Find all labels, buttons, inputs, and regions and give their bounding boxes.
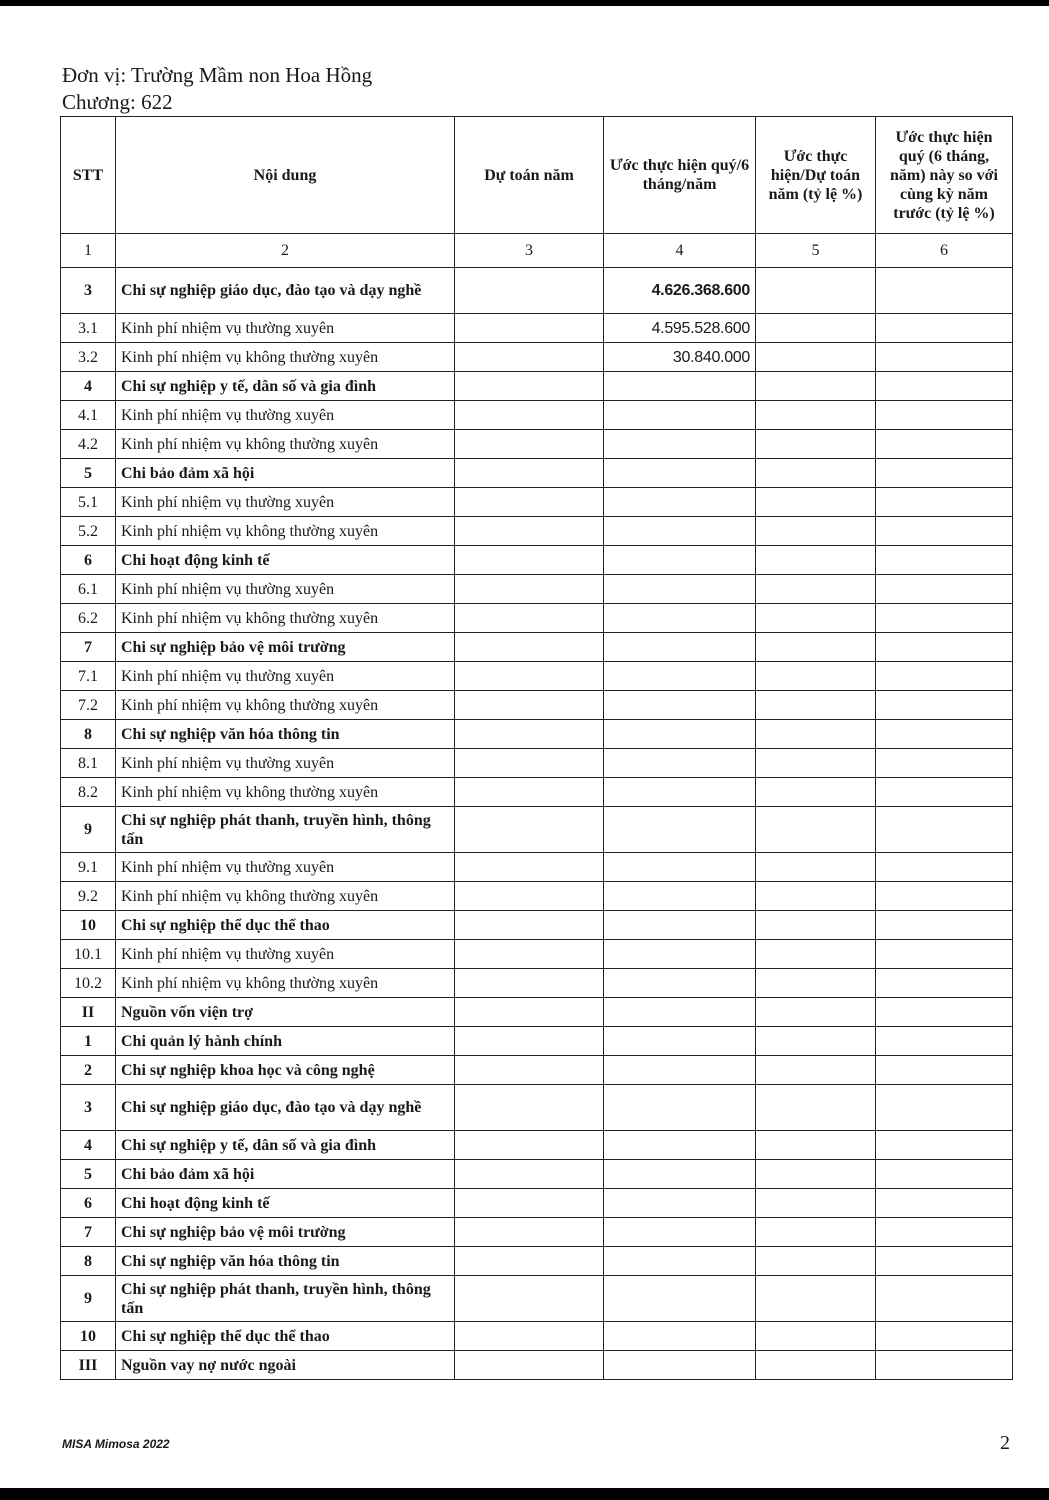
row-annual-estimate bbox=[455, 517, 604, 546]
page-number: 2 bbox=[1000, 1432, 1010, 1454]
row-execution-ratio bbox=[756, 691, 876, 720]
table-row bbox=[61, 1027, 1013, 1056]
row-annual-estimate bbox=[455, 882, 604, 911]
row-estimated-execution bbox=[604, 633, 756, 662]
bottom-edge-bar bbox=[0, 1488, 1049, 1500]
row-execution-ratio bbox=[756, 720, 876, 749]
row-execution-ratio bbox=[756, 1085, 876, 1131]
row-content: Kinh phí nhiệm vụ thường xuyên bbox=[116, 401, 455, 430]
row-annual-estimate bbox=[455, 1322, 604, 1351]
row-estimated-execution bbox=[604, 1131, 756, 1160]
row-stt: II bbox=[61, 998, 116, 1027]
row-stt: 8 bbox=[61, 720, 116, 749]
row-stt: 3.1 bbox=[61, 314, 116, 343]
table-row bbox=[61, 882, 1013, 911]
row-yoy-ratio bbox=[876, 882, 1013, 911]
row-stt: 7.2 bbox=[61, 691, 116, 720]
row-estimated-execution bbox=[604, 1056, 756, 1085]
row-execution-ratio bbox=[756, 1160, 876, 1189]
row-estimated-execution bbox=[604, 517, 756, 546]
row-execution-ratio bbox=[756, 778, 876, 807]
software-label: MISA Mimosa 2022 bbox=[62, 1437, 170, 1451]
table-row bbox=[61, 517, 1013, 546]
chapter-line: Chương: 622 bbox=[62, 90, 173, 114]
row-yoy-ratio bbox=[876, 401, 1013, 430]
row-annual-estimate bbox=[455, 1160, 604, 1189]
row-yoy-ratio bbox=[876, 691, 1013, 720]
row-content: Chi bảo đảm xã hội bbox=[116, 459, 455, 488]
row-yoy-ratio bbox=[876, 1218, 1013, 1247]
table-body bbox=[61, 268, 1013, 1380]
table-row bbox=[61, 1351, 1013, 1380]
row-estimated-execution bbox=[604, 401, 756, 430]
row-stt: 7 bbox=[61, 633, 116, 662]
row-estimated-execution bbox=[604, 488, 756, 517]
column-number: 5 bbox=[756, 234, 876, 268]
row-content: Chi sự nghiệp thể dục thể thao bbox=[116, 1322, 455, 1351]
row-execution-ratio bbox=[756, 998, 876, 1027]
row-content: Kinh phí nhiệm vụ không thường xuyên bbox=[116, 969, 455, 998]
row-yoy-ratio bbox=[876, 1085, 1013, 1131]
column-number: 2 bbox=[116, 234, 455, 268]
row-execution-ratio bbox=[756, 1027, 876, 1056]
table-row bbox=[61, 778, 1013, 807]
row-estimated-execution bbox=[604, 691, 756, 720]
row-yoy-ratio bbox=[876, 575, 1013, 604]
row-content: Chi sự nghiệp văn hóa thông tin bbox=[116, 1247, 455, 1276]
row-annual-estimate bbox=[455, 575, 604, 604]
column-number: 6 bbox=[876, 234, 1013, 268]
row-yoy-ratio bbox=[876, 720, 1013, 749]
row-estimated-execution bbox=[604, 1218, 756, 1247]
row-content: Kinh phí nhiệm vụ không thường xuyên bbox=[116, 343, 455, 372]
unit-line: Đơn vị: Trường Mầm non Hoa Hồng bbox=[62, 63, 373, 87]
row-execution-ratio bbox=[756, 882, 876, 911]
row-execution-ratio bbox=[756, 1189, 876, 1218]
row-yoy-ratio bbox=[876, 546, 1013, 575]
row-estimated-execution bbox=[604, 778, 756, 807]
row-stt: 1 bbox=[61, 1027, 116, 1056]
row-content: Chi sự nghiệp giáo dục, đào tạo và dạy nghề bbox=[116, 1085, 455, 1131]
row-stt: 6 bbox=[61, 1189, 116, 1218]
row-annual-estimate bbox=[455, 546, 604, 575]
column-number: 4 bbox=[604, 234, 756, 268]
row-content: Kinh phí nhiệm vụ không thường xuyên bbox=[116, 517, 455, 546]
row-execution-ratio bbox=[756, 517, 876, 546]
table-row bbox=[61, 969, 1013, 998]
row-estimated-execution bbox=[604, 720, 756, 749]
table-row bbox=[61, 314, 1013, 343]
row-yoy-ratio bbox=[876, 1276, 1013, 1322]
row-stt: 4.2 bbox=[61, 430, 116, 459]
row-stt: 4 bbox=[61, 1131, 116, 1160]
row-execution-ratio bbox=[756, 1056, 876, 1085]
row-stt: 8.2 bbox=[61, 778, 116, 807]
table-row bbox=[61, 940, 1013, 969]
row-yoy-ratio bbox=[876, 459, 1013, 488]
row-annual-estimate bbox=[455, 1189, 604, 1218]
row-annual-estimate bbox=[455, 343, 604, 372]
row-annual-estimate bbox=[455, 1247, 604, 1276]
row-annual-estimate bbox=[455, 488, 604, 517]
row-content: Chi sự nghiệp giáo dục, đào tạo và dạy nghề bbox=[116, 268, 455, 314]
table-row bbox=[61, 1056, 1013, 1085]
table-row bbox=[61, 546, 1013, 575]
row-stt: 5 bbox=[61, 1160, 116, 1189]
row-estimated-execution bbox=[604, 969, 756, 998]
row-yoy-ratio bbox=[876, 749, 1013, 778]
table-row bbox=[61, 749, 1013, 778]
row-stt: 5.1 bbox=[61, 488, 116, 517]
row-estimated-execution bbox=[604, 662, 756, 691]
table-row bbox=[61, 807, 1013, 853]
row-annual-estimate bbox=[455, 853, 604, 882]
row-stt: 4 bbox=[61, 372, 116, 401]
row-annual-estimate bbox=[455, 314, 604, 343]
row-content: Chi sự nghiệp phát thanh, truyền hình, thông tấn bbox=[116, 807, 455, 853]
row-stt: 3 bbox=[61, 1085, 116, 1131]
row-estimated-execution bbox=[604, 1085, 756, 1131]
table-row bbox=[61, 1160, 1013, 1189]
row-execution-ratio bbox=[756, 1322, 876, 1351]
row-execution-ratio bbox=[756, 911, 876, 940]
row-yoy-ratio bbox=[876, 343, 1013, 372]
row-stt: 9 bbox=[61, 807, 116, 853]
header-execution-ratio: Ước thực hiện/Dự toán năm (tỷ lệ %) bbox=[756, 117, 876, 234]
row-content: Chi bảo đảm xã hội bbox=[116, 1160, 455, 1189]
table-row bbox=[61, 1322, 1013, 1351]
row-execution-ratio bbox=[756, 343, 876, 372]
row-estimated-execution bbox=[604, 1276, 756, 1322]
row-execution-ratio bbox=[756, 604, 876, 633]
table-row bbox=[61, 1276, 1013, 1322]
row-content: Chi sự nghiệp phát thanh, truyền hình, thông tấn bbox=[116, 1276, 455, 1322]
row-content: Kinh phí nhiệm vụ thường xuyên bbox=[116, 940, 455, 969]
row-estimated-execution bbox=[604, 459, 756, 488]
table-row bbox=[61, 604, 1013, 633]
table-row bbox=[61, 662, 1013, 691]
row-yoy-ratio bbox=[876, 1160, 1013, 1189]
row-annual-estimate bbox=[455, 1351, 604, 1380]
table-row bbox=[61, 372, 1013, 401]
row-content: Chi sự nghiệp văn hóa thông tin bbox=[116, 720, 455, 749]
row-execution-ratio bbox=[756, 969, 876, 998]
row-estimated-execution bbox=[604, 1189, 756, 1218]
row-content: Kinh phí nhiệm vụ thường xuyên bbox=[116, 314, 455, 343]
row-stt: 3 bbox=[61, 268, 116, 314]
column-number-row bbox=[61, 234, 1013, 268]
row-execution-ratio bbox=[756, 430, 876, 459]
row-execution-ratio bbox=[756, 749, 876, 778]
table-row bbox=[61, 459, 1013, 488]
row-estimated-execution bbox=[604, 882, 756, 911]
row-stt: 9.1 bbox=[61, 853, 116, 882]
table-row bbox=[61, 1218, 1013, 1247]
row-stt: 9.2 bbox=[61, 882, 116, 911]
row-annual-estimate bbox=[455, 778, 604, 807]
row-estimated-execution bbox=[604, 807, 756, 853]
row-estimated-execution bbox=[604, 1351, 756, 1380]
row-content: Chi quản lý hành chính bbox=[116, 1027, 455, 1056]
row-execution-ratio bbox=[756, 807, 876, 853]
row-yoy-ratio bbox=[876, 1247, 1013, 1276]
row-yoy-ratio bbox=[876, 517, 1013, 546]
row-annual-estimate bbox=[455, 911, 604, 940]
row-estimated-execution: 4.595.528.600 bbox=[604, 314, 756, 343]
row-stt: 7.1 bbox=[61, 662, 116, 691]
row-stt: 2 bbox=[61, 1056, 116, 1085]
table-row bbox=[61, 1247, 1013, 1276]
table-row bbox=[61, 1189, 1013, 1218]
budget-report-table bbox=[60, 116, 1013, 1380]
row-execution-ratio bbox=[756, 662, 876, 691]
row-execution-ratio bbox=[756, 459, 876, 488]
row-content: Chi sự nghiệp khoa học và công nghệ bbox=[116, 1056, 455, 1085]
row-estimated-execution: 30.840.000 bbox=[604, 343, 756, 372]
row-execution-ratio bbox=[756, 1351, 876, 1380]
table-row bbox=[61, 343, 1013, 372]
row-estimated-execution bbox=[604, 546, 756, 575]
header-stt: STT bbox=[61, 117, 116, 234]
table-row bbox=[61, 401, 1013, 430]
row-execution-ratio bbox=[756, 546, 876, 575]
row-annual-estimate bbox=[455, 807, 604, 853]
row-stt: 6.1 bbox=[61, 575, 116, 604]
row-content: Kinh phí nhiệm vụ không thường xuyên bbox=[116, 604, 455, 633]
row-yoy-ratio bbox=[876, 778, 1013, 807]
row-annual-estimate bbox=[455, 633, 604, 662]
row-execution-ratio bbox=[756, 268, 876, 314]
row-yoy-ratio bbox=[876, 268, 1013, 314]
row-annual-estimate bbox=[455, 459, 604, 488]
row-yoy-ratio bbox=[876, 1189, 1013, 1218]
row-yoy-ratio bbox=[876, 940, 1013, 969]
row-content: Kinh phí nhiệm vụ thường xuyên bbox=[116, 575, 455, 604]
table-row bbox=[61, 575, 1013, 604]
row-annual-estimate bbox=[455, 1218, 604, 1247]
row-annual-estimate bbox=[455, 662, 604, 691]
row-estimated-execution bbox=[604, 575, 756, 604]
row-yoy-ratio bbox=[876, 633, 1013, 662]
row-estimated-execution bbox=[604, 372, 756, 401]
row-execution-ratio bbox=[756, 853, 876, 882]
row-annual-estimate bbox=[455, 720, 604, 749]
row-stt: III bbox=[61, 1351, 116, 1380]
document-header bbox=[62, 62, 372, 116]
row-execution-ratio bbox=[756, 1131, 876, 1160]
row-annual-estimate bbox=[455, 940, 604, 969]
row-yoy-ratio bbox=[876, 604, 1013, 633]
row-execution-ratio bbox=[756, 1218, 876, 1247]
row-content: Kinh phí nhiệm vụ không thường xuyên bbox=[116, 691, 455, 720]
top-edge-bar bbox=[0, 0, 1049, 6]
row-content: Kinh phí nhiệm vụ không thường xuyên bbox=[116, 882, 455, 911]
row-annual-estimate bbox=[455, 372, 604, 401]
row-content: Kinh phí nhiệm vụ thường xuyên bbox=[116, 662, 455, 691]
row-stt: 6.2 bbox=[61, 604, 116, 633]
row-stt: 8 bbox=[61, 1247, 116, 1276]
row-annual-estimate bbox=[455, 268, 604, 314]
table-row bbox=[61, 720, 1013, 749]
row-yoy-ratio bbox=[876, 1322, 1013, 1351]
row-content: Chi sự nghiệp thể dục thể thao bbox=[116, 911, 455, 940]
table-row bbox=[61, 911, 1013, 940]
row-stt: 8.1 bbox=[61, 749, 116, 778]
row-annual-estimate bbox=[455, 1027, 604, 1056]
row-estimated-execution bbox=[604, 998, 756, 1027]
row-stt: 7 bbox=[61, 1218, 116, 1247]
row-estimated-execution bbox=[604, 1160, 756, 1189]
row-stt: 4.1 bbox=[61, 401, 116, 430]
row-stt: 10.2 bbox=[61, 969, 116, 998]
row-annual-estimate bbox=[455, 430, 604, 459]
row-stt: 9 bbox=[61, 1276, 116, 1322]
row-content: Kinh phí nhiệm vụ thường xuyên bbox=[116, 749, 455, 778]
row-estimated-execution: 4.626.368.600 bbox=[604, 268, 756, 314]
table-row bbox=[61, 268, 1013, 314]
row-content: Kinh phí nhiệm vụ không thường xuyên bbox=[116, 778, 455, 807]
row-execution-ratio bbox=[756, 633, 876, 662]
table-row bbox=[61, 1131, 1013, 1160]
row-estimated-execution bbox=[604, 430, 756, 459]
row-annual-estimate bbox=[455, 969, 604, 998]
row-yoy-ratio bbox=[876, 314, 1013, 343]
row-execution-ratio bbox=[756, 1276, 876, 1322]
row-content: Kinh phí nhiệm vụ thường xuyên bbox=[116, 488, 455, 517]
row-annual-estimate bbox=[455, 401, 604, 430]
row-content: Kinh phí nhiệm vụ không thường xuyên bbox=[116, 430, 455, 459]
row-stt: 10.1 bbox=[61, 940, 116, 969]
row-estimated-execution bbox=[604, 749, 756, 778]
row-annual-estimate bbox=[455, 1085, 604, 1131]
table-row bbox=[61, 488, 1013, 517]
row-content: Kinh phí nhiệm vụ thường xuyên bbox=[116, 853, 455, 882]
table-row bbox=[61, 430, 1013, 459]
row-yoy-ratio bbox=[876, 430, 1013, 459]
row-estimated-execution bbox=[604, 1322, 756, 1351]
row-estimated-execution bbox=[604, 1247, 756, 1276]
row-execution-ratio bbox=[756, 314, 876, 343]
header-yoy-ratio: Ước thực hiện quý (6 tháng, năm) này so với cùng kỳ năm trước (tỷ lệ %) bbox=[876, 117, 1013, 234]
row-annual-estimate bbox=[455, 691, 604, 720]
table-row bbox=[61, 998, 1013, 1027]
row-content: Chi hoạt động kinh tế bbox=[116, 1189, 455, 1218]
header-estimated-execution: Ước thực hiện quý/6 tháng/năm bbox=[604, 117, 756, 234]
row-annual-estimate bbox=[455, 1131, 604, 1160]
row-content: Nguồn vốn viện trợ bbox=[116, 998, 455, 1027]
table-row bbox=[61, 633, 1013, 662]
row-yoy-ratio bbox=[876, 1351, 1013, 1380]
row-content: Chi hoạt động kinh tế bbox=[116, 546, 455, 575]
row-stt: 5 bbox=[61, 459, 116, 488]
row-yoy-ratio bbox=[876, 998, 1013, 1027]
row-execution-ratio bbox=[756, 1247, 876, 1276]
column-number: 1 bbox=[61, 234, 116, 268]
row-estimated-execution bbox=[604, 940, 756, 969]
row-stt: 10 bbox=[61, 911, 116, 940]
row-yoy-ratio bbox=[876, 1131, 1013, 1160]
table-row bbox=[61, 1085, 1013, 1131]
row-content: Chi sự nghiệp bảo vệ môi trường bbox=[116, 1218, 455, 1247]
row-annual-estimate bbox=[455, 1276, 604, 1322]
table-header-row bbox=[61, 117, 1013, 234]
row-annual-estimate bbox=[455, 998, 604, 1027]
row-execution-ratio bbox=[756, 940, 876, 969]
row-annual-estimate bbox=[455, 1056, 604, 1085]
row-stt: 5.2 bbox=[61, 517, 116, 546]
row-execution-ratio bbox=[756, 372, 876, 401]
row-execution-ratio bbox=[756, 401, 876, 430]
row-execution-ratio bbox=[756, 575, 876, 604]
row-content: Chi sự nghiệp y tế, dân số và gia đình bbox=[116, 372, 455, 401]
row-stt: 3.2 bbox=[61, 343, 116, 372]
row-estimated-execution bbox=[604, 604, 756, 633]
column-number: 3 bbox=[455, 234, 604, 268]
row-estimated-execution bbox=[604, 1027, 756, 1056]
row-yoy-ratio bbox=[876, 911, 1013, 940]
row-content: Chi sự nghiệp bảo vệ môi trường bbox=[116, 633, 455, 662]
row-yoy-ratio bbox=[876, 488, 1013, 517]
row-execution-ratio bbox=[756, 488, 876, 517]
table-row bbox=[61, 691, 1013, 720]
row-yoy-ratio bbox=[876, 853, 1013, 882]
row-stt: 6 bbox=[61, 546, 116, 575]
row-annual-estimate bbox=[455, 604, 604, 633]
row-yoy-ratio bbox=[876, 969, 1013, 998]
row-estimated-execution bbox=[604, 911, 756, 940]
row-yoy-ratio bbox=[876, 807, 1013, 853]
row-yoy-ratio bbox=[876, 372, 1013, 401]
header-annual-estimate: Dự toán năm bbox=[455, 117, 604, 234]
row-yoy-ratio bbox=[876, 1056, 1013, 1085]
header-content: Nội dung bbox=[116, 117, 455, 234]
row-yoy-ratio bbox=[876, 1027, 1013, 1056]
row-yoy-ratio bbox=[876, 662, 1013, 691]
row-content: Chi sự nghiệp y tế, dân số và gia đình bbox=[116, 1131, 455, 1160]
row-annual-estimate bbox=[455, 749, 604, 778]
row-estimated-execution bbox=[604, 853, 756, 882]
row-stt: 10 bbox=[61, 1322, 116, 1351]
table-row bbox=[61, 853, 1013, 882]
row-content: Nguồn vay nợ nước ngoài bbox=[116, 1351, 455, 1380]
